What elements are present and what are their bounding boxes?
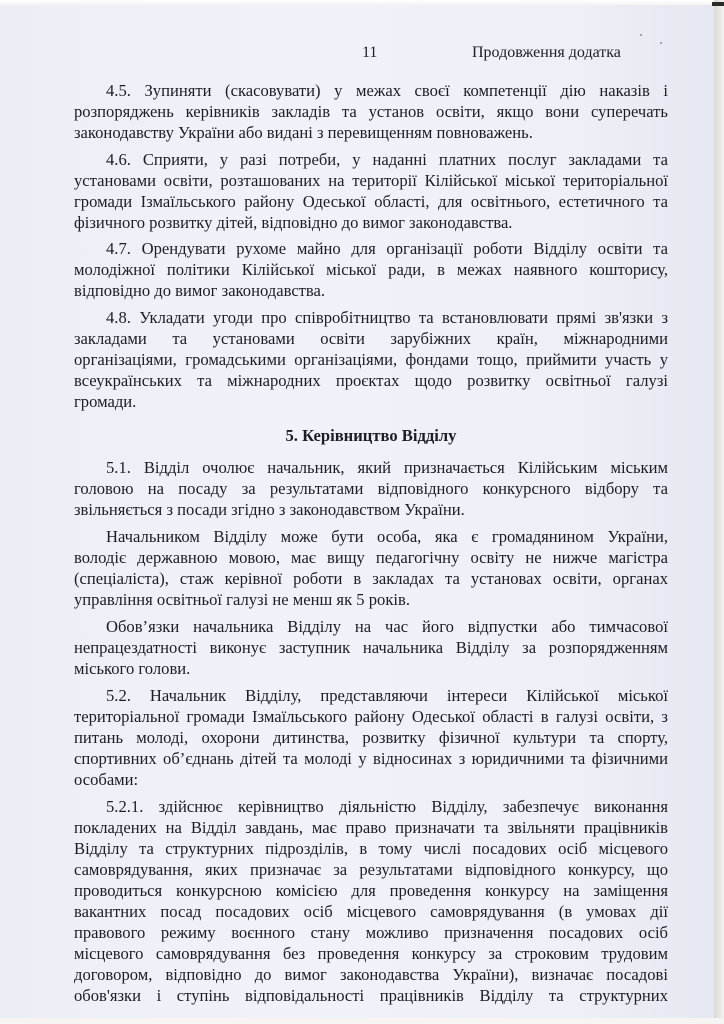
text-line: спортивних об’єднань дітей та молоді у відносинах з юридичними та фізичними [74, 749, 668, 768]
text-line: 5.2. Начальник Відділу, представляючи інтереси Кілійської міської [106, 686, 668, 705]
text-line: вакантних посад посадових осіб місцевого самоврядування (в умовах дії [74, 902, 668, 921]
text-line: розпоряджень керівників закладів та установ освіти, якщо вони суперечать [74, 102, 668, 121]
text-line: Начальником Відділу може бути особа, яка є громадянином України, [106, 527, 668, 546]
text-line: 4.8. Укладати угоди про співробітництво та встановлювати прямі зв'язки з [106, 308, 668, 327]
text-line: закладами та установами освіти зарубіжних країн, міжнародними [74, 329, 668, 348]
page-number: 11 [362, 44, 378, 61]
text-line: володіє державною мовою, має вищу педагогічну освіту не нижче магістра [74, 548, 668, 567]
text-line: управління освітньої галузі не менш як 5 років. [74, 590, 410, 609]
text-line: самоврядування, яких призначає за результатами відповідного конкурсу, що [74, 860, 668, 879]
page-header-title: Продовження додатка [472, 44, 621, 61]
text-line: фізичного розвитку дітей, відповідно до вимог законодавства. [74, 213, 513, 232]
text-line: громади Ізмаїльського району Одеської області, для освітнього, естетичного та [74, 192, 668, 211]
text-line: непрацездатності виконує заступник начальника Відділу за розпорядженням [74, 638, 668, 657]
text-line: організаціями, громадськими організаціями, фондами тощо, приймити участь у [74, 350, 668, 369]
text-line: правового режиму воєнного стану можливо призначення посадових осіб [74, 923, 668, 942]
text-line: головою на посаду за результатами відповідного конкурсного відбору та [74, 479, 668, 498]
section-heading: 5. Керівництво Відділу [285, 426, 457, 445]
text-line: питань молоді, охорони дитинства, розвитку фізичної культури та спорту, [74, 728, 668, 747]
text-line: Обов’язки начальника Відділу на час його відпустки або тимчасової [106, 617, 668, 636]
text-line: всеукраїнських та міжнародних проєктах щодо розвитку освітньої галузі [74, 371, 668, 390]
text-line: проводиться конкурсною комісією для проведення конкурсу на заміщення [74, 881, 668, 900]
text-line: Відділу та структурних підрозділів, в тому числі посадових осіб місцевого [74, 839, 668, 858]
text-line: договором, відповідно до вимог законодавства України), визначає посадові [74, 965, 668, 984]
scan-top-edge [0, 0, 724, 5]
text-line: місцевого самоврядування без проведення конкурсу за строковим трудовим [74, 944, 668, 963]
text-line: звільняється з посади згідно з законодавством України. [74, 500, 465, 519]
text-line: 4.5. Зупиняти (скасовувати) у межах своєї компетенції дію наказів і [106, 81, 668, 100]
text-line: 5.1. Відділ очолює начальник, який призначається Кілійським міським [106, 458, 668, 477]
text-line: територіальної громади Ізмаїльського району Одеської області в галузі освіти, з [74, 707, 668, 726]
text-line: 5.2.1. здійснює керівництво діяльністю Відділу, забезпечує виконання [106, 797, 668, 816]
text-line: молодіжної політики Кілійської міської ради, в межах наявного кошторису, [74, 260, 668, 279]
text-line: обов'язки і ступінь відповідальності працівників Відділу та структурних [74, 986, 668, 1005]
text-line: (спеціаліста), стаж керівної роботи в закладах та установах освіти, органах [74, 569, 668, 588]
text-line: 4.7. Орендувати рухоме майно для організації роботи Відділу освіти та [106, 239, 668, 258]
text-line: покладених на Відділ завдань, має право призначати та звільняти працівників [74, 818, 668, 837]
text-line: міського голови. [74, 659, 191, 678]
text-line: установами освіти, розташованих на території Кілійської міської територіальної [74, 171, 668, 190]
scan-corner-mark [712, 2, 724, 6]
scan-right-edge [714, 0, 724, 1024]
text-line: 4.6. Сприяти, у разі потреби, у наданні платних послуг закладами та [106, 150, 668, 169]
text-line: законодавству України або видані з перевищенням повноважень. [74, 123, 533, 142]
scan-speck [660, 42, 662, 44]
text-line: особами: [74, 770, 139, 789]
scan-speck [640, 34, 642, 36]
scan-bottom-edge [0, 1018, 724, 1024]
text-line: відповідно до вимог законодавства. [74, 281, 326, 300]
text-line: громади. [74, 392, 137, 411]
